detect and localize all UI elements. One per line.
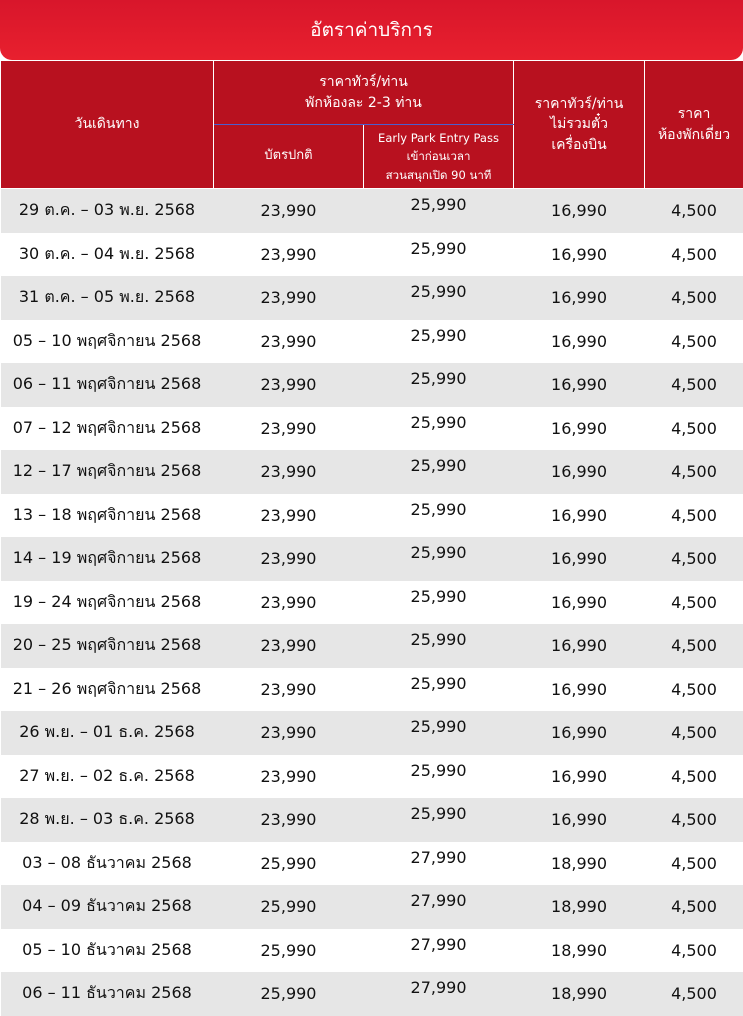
cell-regular-price: 23,990 — [214, 233, 364, 277]
cell-single-room-price: 4,500 — [645, 755, 743, 799]
table-row — [1, 711, 743, 755]
cell-no-flight-price: 16,990 — [514, 537, 645, 581]
cell-single-room-price: 4,500 — [645, 189, 743, 233]
cell-regular-price: 23,990 — [214, 581, 364, 625]
cell-single-room-price: 4,500 — [645, 929, 743, 973]
table-row — [1, 407, 743, 451]
cell-early-entry-price: 25,990 — [364, 755, 514, 799]
cell-regular-price: 25,990 — [214, 842, 364, 886]
cell-no-flight-price: 16,990 — [514, 755, 645, 799]
cell-regular-price: 25,990 — [214, 885, 364, 929]
table-body — [1, 189, 743, 1016]
cell-no-flight-price: 16,990 — [514, 581, 645, 625]
table-header — [1, 61, 743, 189]
table-row — [1, 885, 743, 929]
header-early-line1: Early Park Entry Pass — [364, 129, 513, 147]
cell-travel-date: 19 – 24 พฤศจิกายน 2568 — [1, 581, 214, 625]
cell-regular-price: 23,990 — [214, 189, 364, 233]
cell-single-room-price: 4,500 — [645, 407, 743, 451]
cell-single-room-price: 4,500 — [645, 494, 743, 538]
cell-regular-price: 23,990 — [214, 711, 364, 755]
header-travel-date: วันเดินทาง — [1, 61, 214, 189]
cell-no-flight-price: 16,990 — [514, 189, 645, 233]
header-no-flight-line1: ราคาทัวร์/ท่าน — [514, 94, 644, 114]
table-row — [1, 189, 743, 233]
cell-early-entry-price: 25,990 — [364, 537, 514, 581]
cell-no-flight-price: 16,990 — [514, 363, 645, 407]
cell-single-room-price: 4,500 — [645, 363, 743, 407]
cell-early-entry-price: 25,990 — [364, 363, 514, 407]
header-early-line2: เข้าก่อนเวลา — [364, 147, 513, 165]
header-single-line2: ห้องพักเดี่ยว — [645, 125, 743, 145]
table-row — [1, 581, 743, 625]
cell-early-entry-price: 25,990 — [364, 407, 514, 451]
cell-travel-date: 21 – 26 พฤศจิกายน 2568 — [1, 668, 214, 712]
header-no-flight-line3: เครื่องบิน — [514, 135, 644, 155]
cell-single-room-price: 4,500 — [645, 276, 743, 320]
cell-single-room-price: 4,500 — [645, 450, 743, 494]
cell-single-room-price: 4,500 — [645, 885, 743, 929]
cell-travel-date: 06 – 11 พฤศจิกายน 2568 — [1, 363, 214, 407]
cell-regular-price: 23,990 — [214, 537, 364, 581]
cell-travel-date: 31 ต.ค. – 05 พ.ย. 2568 — [1, 276, 214, 320]
table-row — [1, 537, 743, 581]
cell-early-entry-price: 25,990 — [364, 494, 514, 538]
cell-travel-date: 04 – 09 ธันวาคม 2568 — [1, 885, 214, 929]
cell-early-entry-price: 25,990 — [364, 581, 514, 625]
cell-travel-date: 29 ต.ค. – 03 พ.ย. 2568 — [1, 189, 214, 233]
table-row — [1, 929, 743, 973]
price-table — [0, 60, 743, 1016]
header-tour-price-shared-room: ราคาทัวร์/ท่าน พักห้องละ 2-3 ท่าน — [214, 61, 514, 125]
cell-no-flight-price: 16,990 — [514, 233, 645, 277]
cell-no-flight-price: 18,990 — [514, 972, 645, 1016]
cell-early-entry-price: 25,990 — [364, 189, 514, 233]
cell-regular-price: 23,990 — [214, 320, 364, 364]
table-row — [1, 233, 743, 277]
cell-early-entry-price: 25,990 — [364, 711, 514, 755]
table-row — [1, 276, 743, 320]
table-row — [1, 755, 743, 799]
table-row — [1, 363, 743, 407]
cell-travel-date: 30 ต.ค. – 04 พ.ย. 2568 — [1, 233, 214, 277]
header-early-line3: สวนสนุกเปิด 90 นาที — [364, 166, 513, 184]
cell-early-entry-price: 25,990 — [364, 798, 514, 842]
cell-early-entry-price: 25,990 — [364, 450, 514, 494]
cell-single-room-price: 4,500 — [645, 581, 743, 625]
table-row — [1, 668, 743, 712]
cell-regular-price: 23,990 — [214, 755, 364, 799]
cell-regular-price: 23,990 — [214, 668, 364, 712]
cell-regular-price: 23,990 — [214, 494, 364, 538]
cell-no-flight-price: 16,990 — [514, 624, 645, 668]
cell-early-entry-price: 25,990 — [364, 320, 514, 364]
header-single-room — [645, 61, 743, 189]
cell-no-flight-price: 16,990 — [514, 276, 645, 320]
table-row — [1, 624, 743, 668]
cell-single-room-price: 4,500 — [645, 233, 743, 277]
cell-single-room-price: 4,500 — [645, 624, 743, 668]
table-row — [1, 798, 743, 842]
cell-no-flight-price: 16,990 — [514, 450, 645, 494]
cell-regular-price: 23,990 — [214, 363, 364, 407]
cell-travel-date: 12 – 17 พฤศจิกายน 2568 — [1, 450, 214, 494]
cell-regular-price: 23,990 — [214, 624, 364, 668]
cell-early-entry-price: 25,990 — [364, 668, 514, 712]
cell-no-flight-price: 18,990 — [514, 885, 645, 929]
cell-travel-date: 27 พ.ย. – 02 ธ.ค. 2568 — [1, 755, 214, 799]
cell-regular-price: 23,990 — [214, 450, 364, 494]
cell-early-entry-price: 27,990 — [364, 929, 514, 973]
table-row — [1, 450, 743, 494]
cell-early-entry-price: 27,990 — [364, 842, 514, 886]
table-row — [1, 972, 743, 1016]
cell-no-flight-price: 16,990 — [514, 668, 645, 712]
table-row — [1, 842, 743, 886]
cell-single-room-price: 4,500 — [645, 798, 743, 842]
cell-regular-price: 23,990 — [214, 798, 364, 842]
cell-travel-date: 07 – 12 พฤศจิกายน 2568 — [1, 407, 214, 451]
cell-single-room-price: 4,500 — [645, 711, 743, 755]
header-early-park-entry — [364, 125, 514, 189]
cell-early-entry-price: 25,990 — [364, 276, 514, 320]
page-title: อัตราค่าบริการ — [0, 0, 743, 60]
cell-regular-price: 25,990 — [214, 972, 364, 1016]
cell-no-flight-price: 16,990 — [514, 494, 645, 538]
cell-travel-date: 03 – 08 ธันวาคม 2568 — [1, 842, 214, 886]
cell-travel-date: 14 – 19 พฤศจิกายน 2568 — [1, 537, 214, 581]
table-row — [1, 494, 743, 538]
header-single-line1: ราคา — [645, 104, 743, 124]
cell-regular-price: 23,990 — [214, 276, 364, 320]
cell-no-flight-price: 16,990 — [514, 711, 645, 755]
cell-early-entry-price: 27,990 — [364, 885, 514, 929]
cell-no-flight-price: 18,990 — [514, 842, 645, 886]
header-no-flight-line2: ไม่รวมตั๋ว — [514, 114, 644, 134]
cell-no-flight-price: 16,990 — [514, 798, 645, 842]
header-price-no-flight — [514, 61, 645, 189]
cell-single-room-price: 4,500 — [645, 537, 743, 581]
cell-regular-price: 25,990 — [214, 929, 364, 973]
cell-single-room-price: 4,500 — [645, 668, 743, 712]
cell-single-room-price: 4,500 — [645, 972, 743, 1016]
cell-single-room-price: 4,500 — [645, 320, 743, 364]
cell-travel-date: 05 – 10 พฤศจิกายน 2568 — [1, 320, 214, 364]
cell-early-entry-price: 27,990 — [364, 972, 514, 1016]
cell-regular-price: 23,990 — [214, 407, 364, 451]
cell-travel-date: 06 – 11 ธันวาคม 2568 — [1, 972, 214, 1016]
cell-travel-date: 28 พ.ย. – 03 ธ.ค. 2568 — [1, 798, 214, 842]
cell-early-entry-price: 25,990 — [364, 233, 514, 277]
table-row — [1, 320, 743, 364]
cell-no-flight-price: 16,990 — [514, 320, 645, 364]
cell-single-room-price: 4,500 — [645, 842, 743, 886]
cell-travel-date: 26 พ.ย. – 01 ธ.ค. 2568 — [1, 711, 214, 755]
cell-travel-date: 05 – 10 ธันวาคม 2568 — [1, 929, 214, 973]
cell-early-entry-price: 25,990 — [364, 624, 514, 668]
cell-no-flight-price: 16,990 — [514, 407, 645, 451]
header-regular-ticket: บัตรปกติ — [214, 125, 364, 189]
cell-travel-date: 20 – 25 พฤศจิกายน 2568 — [1, 624, 214, 668]
cell-travel-date: 13 – 18 พฤศจิกายน 2568 — [1, 494, 214, 538]
cell-no-flight-price: 18,990 — [514, 929, 645, 973]
